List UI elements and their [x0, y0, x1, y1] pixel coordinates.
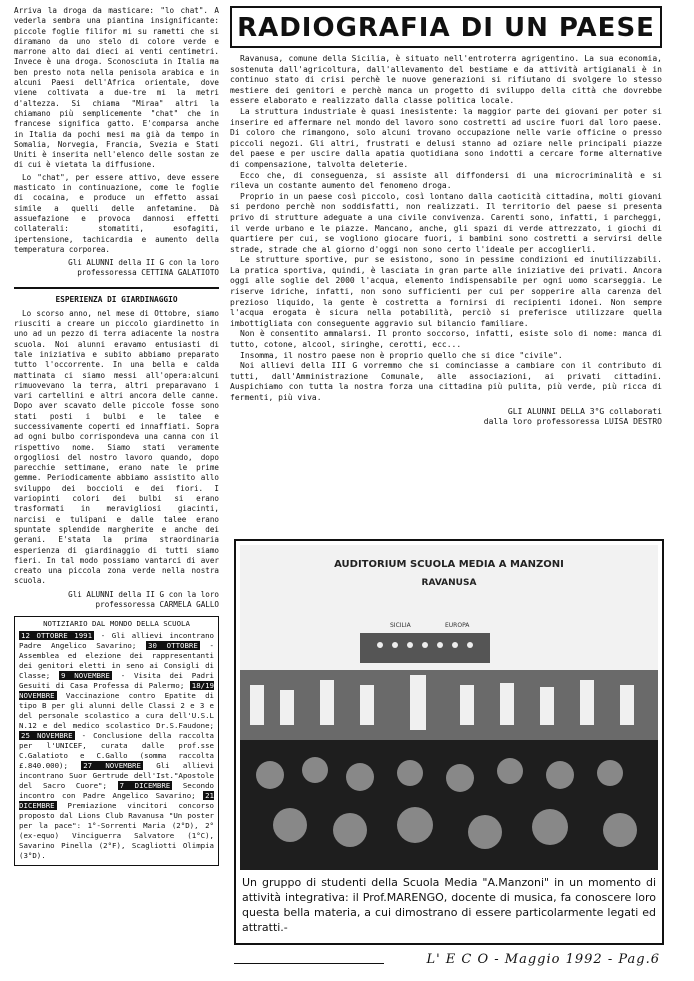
news-date-highlight: 21 DICEMBRE: [19, 791, 214, 811]
signature-line-1: GLI ALUNNI DELLA 3°G collaborati: [507, 406, 662, 416]
left-column: [14, 6, 219, 866]
news-date-highlight: 25 NOVEMBRE: [21, 731, 73, 741]
news-date-highlight: 18/19 NOVEMBRE: [19, 681, 214, 701]
garden-paragraph: Lo scorso anno, nel mese di Ottobre, siamo riusciti a creare un piccolo giardinetto in uno ad un pezzo di terra adiacente la nostra scuola. Noi alunni eravamo entusiasti di tale iniziativa e subito abbiamo preparato tutto l'occorrente. In una bella e calda mattinata ci siamo messi all'opera:alcuni rimuovevano la terra, altri preparavano i vari cartellini e altri ancora delle canne. Dopo aver scavato delle piccole fosse sono stati posti i bulbi e le talee e successivamente coperti ed innaffiati. Sopra ad ogni bulbo corrispondeva una canna con il rispettivo nome. Siamo stati veramente orgogliosi del nostro lavoro quando, dopo parecchie settimane, erano nate le prime gemme. Periodicamente abbiamo assistito allo sviluppo dei boccioli e dei fiori. I variopinti colori dei bulbi si erano trasformati in meravigliosi giacinti, narcisi e tulipani e dalle talee erano spuntate splendide margherite e anche dei gerani. E'stata la prima straordinaria esperienza di giardinaggio di tutti siamo fieri. In tal modo possiamo vantarci di aver creato una piccola zona verde nella nostra scuola.: [14, 308, 219, 586]
sign-text-2: EUROPA: [445, 622, 470, 629]
page-footer: [234, 950, 660, 972]
news-date-highlight: 12 OTTOBRE 1991: [21, 631, 93, 641]
radiografia-paragraph-8: Noi allievi della III G vorremmo che si cominciasse a cambiare con il contributo di tutti, dall'Amministrazione Comunale, alle associazioni, ai privati cittadini. Auspichiamo con tutta la nostra forza una cittadina più pulita, più verde, più ricca di fermenti, più viva.: [230, 361, 662, 402]
news-title: NOTIZIARIO DAL MONDO DELLA SCUOLA: [43, 619, 190, 629]
news-segment-text: - Visita dei Padri Gesuiti di Casa Professa di Palermo;: [19, 671, 214, 691]
photo-frame: [234, 539, 664, 945]
radiografia-article: [230, 54, 662, 404]
news-date-highlight: 27 NOVEMBRE: [83, 761, 141, 771]
chat-paragraph-2: Lo "chat", per essere attivo, deve essere masticato in continuazione, come le foglie di cocaina, e produce un effetto assai simile a quelli delle anfetamine. Dà assuefazione e provoca dannosi effetti collaterali: stomatiti, esofagiti, ipertensione, tachicardia e aumento della temperatura corporea.: [14, 172, 219, 254]
radiografia-paragraph-6: Non è consentito ammalarsi. Il pronto soccorso, infatti, esiste solo di nome: manca di tutto, cotone, alcool, siringhe, cerotti, ecc...: [230, 329, 662, 350]
right-column: [230, 6, 662, 428]
news-text: [19, 631, 214, 861]
signature-line-2: dalla loro professoressa LUISA DESTRO: [483, 417, 662, 427]
garden-signature: Gli ALUNNI della II G con la loro professoressa CARMELA GALLO: [68, 589, 219, 610]
garden-title: ESPERIENZA DI GIARDINAGGIO: [55, 294, 178, 304]
footer-text: L' E C O - Maggio 1992 - Pag.6: [426, 952, 660, 967]
news-date-highlight: 9 NOVEMBRE: [61, 671, 110, 681]
chat-article: [14, 6, 219, 255]
news-segment-text: - Assemblea ed elezione dei rappresentanti dei genitori eletti in seno ai Consigli di Classe;: [19, 641, 214, 681]
news-segment-text: - Conclusione della raccolta per l'UNICEF, curata dalle prof.sse C.Galatioto e C.Gallo (somma raccolta £.840.000);: [19, 731, 214, 771]
radiografia-paragraph-3: Ecco che, di conseguenza, si assiste all diffondersi di una microcriminalità e si rileva un costante aumento del fenomeno droga.: [230, 170, 662, 191]
article-title: RADIOGRAFIA DI UN PAESE: [230, 6, 662, 48]
news-box: [14, 616, 219, 866]
footer-rule: [234, 963, 384, 964]
chat-signature: Gli ALUNNI della II G con la loro professoressa CETTINA GALATIOTO: [68, 258, 219, 278]
chat-paragraph-1: Arriva la droga da masticare: "lo chat". A vederla sembra una piantina insignificante: piccole foglie filifor mi su rametti che si diramano da uno stelo di colore verde e marrone alto dai dieci ai venti centimetri. Invece è una droga. Sconosciuta in Italia ma ben presto nota nella penisola arabica e in alcuni Paesi dell'Africa orientale, dove viene coltivata a due-tre mi la metri d'altezza. Si chiama "Miraa" altri la chiamano più semplicemente "chat" che in francese significa gatto. E'comparsa anche in Italia da pochi mesi ma già da tempo in Somalia, Norvegia, Francia, Svezia e Stati Uniti è inserita nell'elenco delle sostan ze di cui è vietata la diffusione.: [14, 6, 219, 170]
news-segment-text: Gli allievi incontrano Suor Gertrude dell'Ist."Apostole del Sacro Cuore";: [19, 761, 214, 791]
divider: [14, 287, 219, 289]
radiografia-paragraph-7: Insomma, il nostro paese non è proprio quello che si dice "civile".: [240, 350, 563, 360]
news-segment-text: Premiazione vincitori concorso proposto dal Lions Club Ravanusa "Un poster per la pace": 1°-Sorrenti Maria (2°D), 2°(ex-equo) Vinciguerra Salvatore (1°C), Savarino Pinella (2°F), Scagliotti Olimpia (3°D).: [19, 801, 214, 861]
news-date-highlight: 7 DICEMBRE: [119, 781, 171, 791]
photo-caption: Un gruppo di studenti della Scuola Media "A.Manzoni" in un momento di attività integrativa: il Prof.MARENGO, docente di musica, fa conoscere loro questa bella materia, a cui dimostrano di essere particolarmente legati ed attratti.-: [242, 876, 656, 934]
news-date-highlight: 30 OTTOBRE: [148, 641, 198, 651]
radiografia-paragraph-5: Le strutture sportive, pur se esistono, sono in pessime condizioni ed inutilizzabili. La pratica sportiva, quindi, è lasciata in gran parte alle iniziative dei privati. Ancora oggi alle soglie del 2000 l'acqua, elemento indispensabile per ogni uomo scarseggia. Le riserve idriche, infatti, non sono sufficienti per cui per sopperire alla carenza del prezioso liquido, la gente è costretta a fornirsi di recipienti idonei. Non sempre l'acqua erogata è sicura nella potabilità, perciò si preferisce utilizzare quella imbottigliata con conseguente aggravio sul bilancio familiare.: [230, 255, 662, 328]
sign-text-1: SICILIA: [390, 622, 411, 629]
radiografia-signature: [230, 407, 662, 428]
banner-text-1: AUDITORIUM SCUOLA MEDIA A MANZONI: [334, 559, 564, 570]
news-segment-text: Vaccinazione contro Epatite di tipo B per gli alunni delle Classi 2 e 3 e del personale scolastico a cura dell'U.S.L N.12 e del medico scolastico Dr.S.Faudone;: [19, 691, 214, 731]
radiografia-paragraph-4: Proprio in un paese così piccolo, così lontano dalla caoticità cittadina, molti giovani si perdono perchè non soddisfatti, non realizzati. Il territorio del paese si presenta privo di strutture adeguate a una civile convivenza. Carenti sono, infatti, i parcheggi, il verde urbano e le piazze. Mancano, anche, gli spazi di verde attrezzato, i giochi di quartiere per cui, se vogliono giocare fuori, i bambini sono costretti a servirsi delle strade, strade che al giorno d'oggi non sono certo l'ideale per accoglierli.: [230, 191, 662, 254]
radiografia-paragraph-1: Ravanusa, comune della Sicilia, è situato nell'entroterra agrigentino. La sua economia, sostenuta dall'agricoltura, dall'allevamento del bestiame e da attività artigianali è in continuo stato di crisi perchè le nuove generazioni si rifiutano di svolgere lo stesso mestiere dei genitori e perchè manca un progetto di sviluppo della città che dovrebbe essere elaborato e realizzato dalla classe politica locale.: [230, 54, 662, 106]
radiografia-paragraph-2: La struttura industriale è quasi inesistente: la maggior parte dei giovani per poter si inserire ed affermare nel mondo del lavoro sono costretti ad uscire fuori dal loro paese. Di coloro che rimangono, solo alcuni trovano occupazione nelle varie officine o presso piccoli negozi. Gli altri, frustrati e delusi stanno ad oziare nelle principali piazze del paese e per uscire dalla apatia quotidiana sono indotti a cercare forme alternative di compensazione, talvolta deleterie.: [230, 106, 662, 169]
news-segment-text: Secondo incontro con Padre Angelico Savarino;: [19, 781, 214, 801]
news-segment-text: - Gli allievi incontrano Padre Angelico Savarino;: [19, 631, 214, 651]
concert-photo: [240, 545, 658, 870]
garden-article: [14, 309, 219, 587]
concert-photo-image: [240, 545, 658, 870]
banner-text-2: RAVANUSA: [421, 578, 477, 588]
